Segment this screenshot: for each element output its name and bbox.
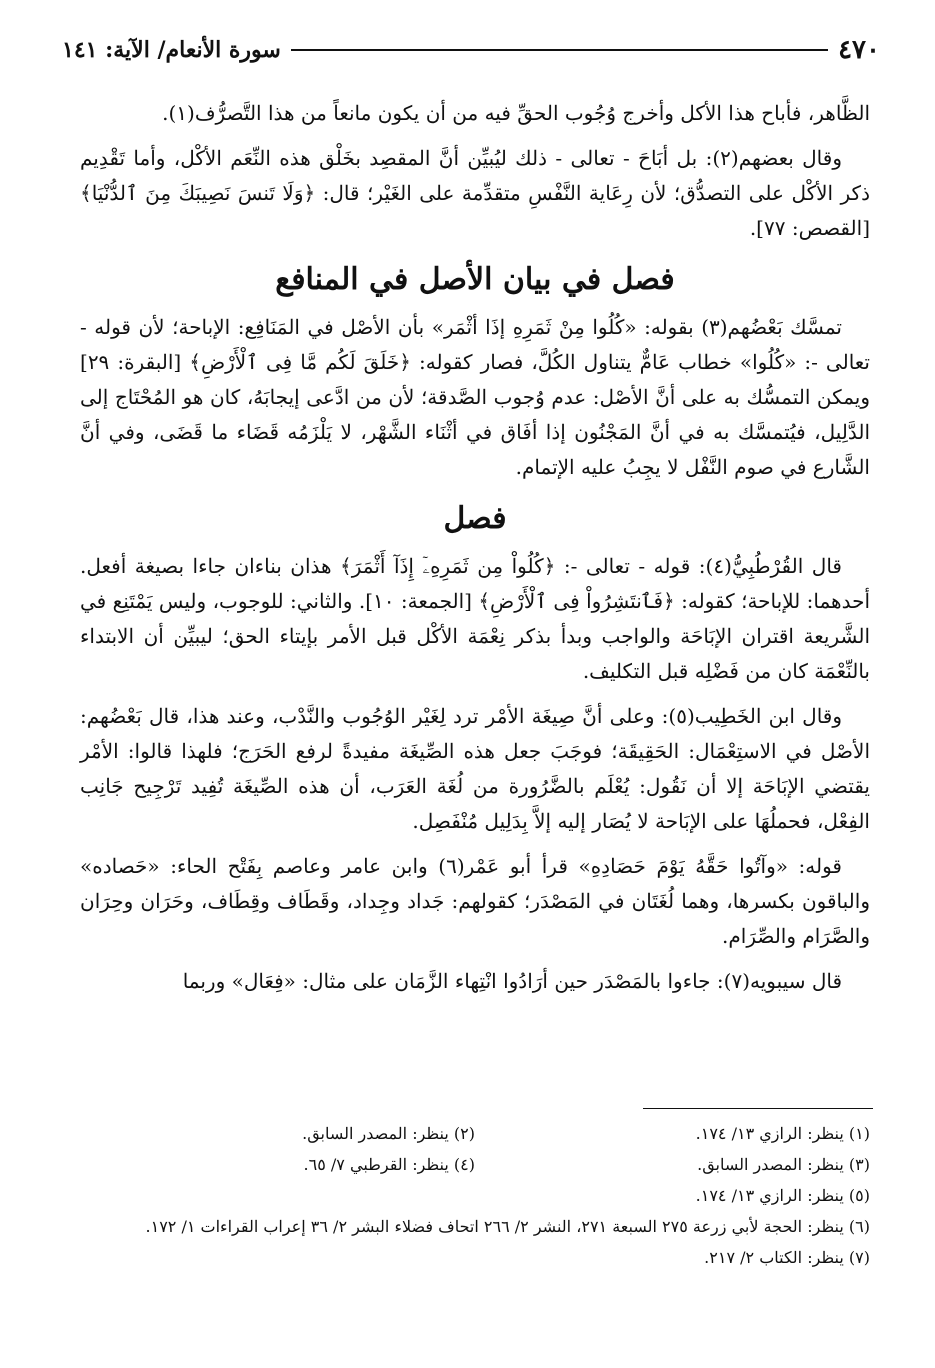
paragraph-3: تمسَّك بَعْضُهم(٣) بقوله: «كُلُوا مِنْ ثَمَرِهِ إذَا أثْمَر» بأن الأصْل في المَنَافِع: الإباحة؛ لأن قوله - تعالى -: «كُلُوا» خطاب عَامٌّ يتناول الكُلَّ، فصار كقوله: ﴿خَلَقَ لَكُم مَّا فِى ٱلْأَرْضِ﴾ [البقرة: ٢٩] ويمكن التمسُّك به على أنَّ الأصْل: عدم وُجوب الصَّدقة؛ لأن من ادَّعى إيجابَهُ، كان هو المُحْتَاج إلى الدَّلِيل، فيُتمسَّك به في أنَّ المَجْنُون إذا أفَاق في أثْنَاء الشَّهْر، لا يَلْزَمُه قَضَاء ما قَضَى، وفي أنَّ الشَّارع في صوم النَّفْل لا يجِبُ عليه الإتمام. xyxy=(80,315,870,479)
paragraph-7: قال سيبويه(٧): جاءوا بالمَصْدَر حين أرَادُوا انْتِهاء الزَّمَان على مثال: «فِعَال» وربما xyxy=(182,969,842,993)
paragraph-4: قال القُرْطُبِيُّ(٤): قوله - تعالى -: ﴿كُلُواْ مِن ثَمَرِهِۦٓ إِذَآ أَثْمَرَ﴾ هذان بناءان جاءا بصيغة أفعل. أحدهما: للإباحة؛ كقوله: ﴿فَٱنتَشِرُواْ فِى ٱلْأَرْضِ﴾ [الجمعة: ١٠]. والثاني: للوجوب، وليس يَمْتَنِع في الشَّريعة اقتران الإبَاحَة والواجب وبدأ بذكر نِعْمَة الأكْل قبل الأمر بإيتاء الحق؛ ليبيِّن أن الابتداء بالنِّعْمَة كان من فَضْلِه قبل التكليف. xyxy=(80,554,870,683)
footnote-2: (٢) ينظر: المصدر السابق. xyxy=(302,1124,475,1143)
header-rule xyxy=(291,49,828,51)
footnote-4: (٤) ينظر: القرطبي ٧/ ٦٥. xyxy=(303,1155,475,1174)
footnote-1: (١) ينظر: الرازي ١٣/ ١٧٤. xyxy=(695,1124,870,1143)
paragraph-6: قوله: «وآتُوا حَقَّهُ يَوْمَ حَصَادِهِ» قرأ أبو عَمْر(٦) وابن عامر وعاصم بِفَتْح الحاء: «حَصاده» والباقون بكسرها، وهما لُغَتَان في المَصْدَر؛ كقولهم: جَداد وجِداد، وقَطَاف وقِطَاف، وحَرَان وحِرَان والصَّرَام والصِّرَام. xyxy=(80,854,870,948)
paragraph-5: وقال ابن الخَطِيب(٥): وعلى أنَّ صِيغَة الأمْر ترد لِغَيْر الوُجُوب والنَّدْب، وعند هذا، قال بَعْضُهم: الأصْل في الاستِعْمَال: الحَقِيقَة؛ فوجَبَ جعل هذه الصِّيغَة مفيدةً لرفع الحَرَج؛ فلهذا قالوا: الأمْر يقتضي الإبَاحَة إلا أن نَقُول: يُعْلَم بالضَّرُورة من لُغَة العَرَب، أن هذه الصِّيغَة تُفِيد تَرْجِيح جَانِب الفِعْل، فحملُهَا على الإبَاحة لا يُصَار إليه إلاَّ بِدَلِيل مُنْفَصِل. xyxy=(80,704,870,833)
footnote-row xyxy=(80,1118,870,1149)
main-text xyxy=(80,96,870,1009)
paragraph-2: وقال بعضهم(٢): بل أبَاحَ - تعالى - ذلك ليُبيِّن أنَّ المقصِد بخَلْق هذه النِّعَم الأكْل، وأما تَقْدِيم ذكر الأكْل على التصدُّق؛ لأن رِعَاية النَّفْسِ متقدِّمة على الغَيْر؛ قال: ﴿وَلَا تَنسَ نَصِيبَكَ مِنَ ٱلدُّنْيَا﴾ [القصص: ٧٧]. xyxy=(80,146,870,240)
footnote-6: (٦) ينظر: الحجة لأبي زرعة ٢٧٥ السبعة ٢٧١، النشر ٢/ ٢٦٦ اتحاف فضلاء البشر ٢/ ٣٦ إعراب القراءات ١/ ١٧٢. xyxy=(145,1217,870,1236)
page-header xyxy=(62,30,880,70)
paragraph-1: الظَّاهر، فأباح هذا الأكل وأخرج وُجُوب الحقِّ فيه من أن يكون مانعاً من هذا التَّصرُّف(١). xyxy=(162,101,870,125)
footnote-rule xyxy=(643,1108,873,1109)
section-heading-1: فصل في بيان الأصل في المنافع xyxy=(275,262,675,297)
footnote-3: (٣) ينظر: المصدر السابق. xyxy=(697,1155,870,1174)
footnotes xyxy=(80,1118,870,1273)
page-number: ٤٧٠ xyxy=(838,35,880,65)
section-heading-2: فصل xyxy=(443,501,507,536)
footnote-5: (٥) ينظر: الرازي ١٣/ ١٧٤. xyxy=(695,1186,870,1205)
surah-title: سورة الأنعام/ الآية: ١٤١ xyxy=(62,37,281,63)
footnote-7: (٧) ينظر: الكتاب ٢/ ٢١٧. xyxy=(704,1248,870,1267)
footnote-row xyxy=(80,1149,870,1180)
